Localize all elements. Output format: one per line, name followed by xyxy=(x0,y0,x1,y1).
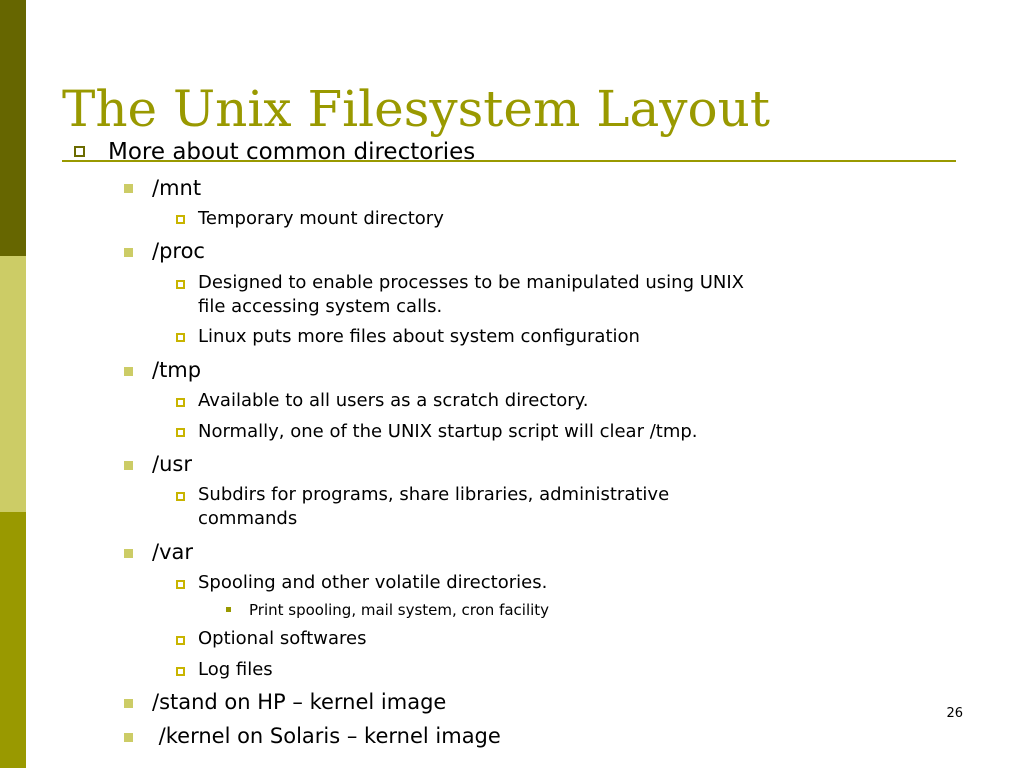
page-number: 26 xyxy=(946,706,963,721)
directory-item-var: /var xyxy=(152,540,194,564)
directory-item-stand: /stand on HP – kernel image xyxy=(152,690,447,714)
directory-item-usr: /usr xyxy=(152,452,192,476)
list-item: Designed to enable processes to be manipulated using UNIX xyxy=(198,272,744,293)
slide-title: The Unix Filesystem Layout xyxy=(62,80,770,138)
list-item: Linux puts more files about system configuration xyxy=(198,326,640,347)
list-item-continuation: file accessing system calls. xyxy=(198,296,443,317)
hollow-square-bullet-icon xyxy=(176,333,185,342)
hollow-square-bullet-icon xyxy=(176,428,185,437)
hollow-square-bullet-icon xyxy=(176,580,185,589)
directory-item-kernel: /kernel on Solaris – kernel image xyxy=(152,724,501,748)
square-bullet-icon xyxy=(124,461,133,470)
list-item: Subdirs for programs, share libraries, administrative xyxy=(198,484,670,505)
hollow-square-bullet-icon xyxy=(74,146,85,157)
square-bullet-icon xyxy=(124,549,133,558)
decorative-band-top xyxy=(0,0,26,256)
directory-item-proc: /proc xyxy=(152,239,205,263)
hollow-square-bullet-icon xyxy=(176,667,185,676)
hollow-square-bullet-icon xyxy=(176,215,185,224)
directory-item-mnt: /mnt xyxy=(152,176,202,200)
decorative-band-bottom xyxy=(0,512,26,768)
square-bullet-icon xyxy=(124,367,133,376)
hollow-square-bullet-icon xyxy=(176,398,185,407)
decorative-band-middle xyxy=(0,256,26,512)
square-bullet-icon xyxy=(124,699,133,708)
square-bullet-icon xyxy=(124,248,133,257)
list-item-continuation: commands xyxy=(198,508,298,529)
square-bullet-icon xyxy=(124,733,133,742)
list-item: Log files xyxy=(198,659,273,680)
small-square-bullet-icon xyxy=(226,607,231,612)
hollow-square-bullet-icon xyxy=(176,492,185,501)
list-item: Spooling and other volatile directories. xyxy=(198,572,548,593)
list-item: Normally, one of the UNIX startup script will clear /tmp. xyxy=(198,421,698,442)
list-item: Available to all users as a scratch directory. xyxy=(198,390,589,411)
hollow-square-bullet-icon xyxy=(176,280,185,289)
hollow-square-bullet-icon xyxy=(176,636,185,645)
section-heading: More about common directories xyxy=(108,139,476,165)
list-item: Temporary mount directory xyxy=(198,208,444,229)
square-bullet-icon xyxy=(124,184,133,193)
directory-item-tmp: /tmp xyxy=(152,358,202,382)
list-item: Print spooling, mail system, cron facility xyxy=(249,601,550,619)
list-item: Optional softwares xyxy=(198,628,367,649)
